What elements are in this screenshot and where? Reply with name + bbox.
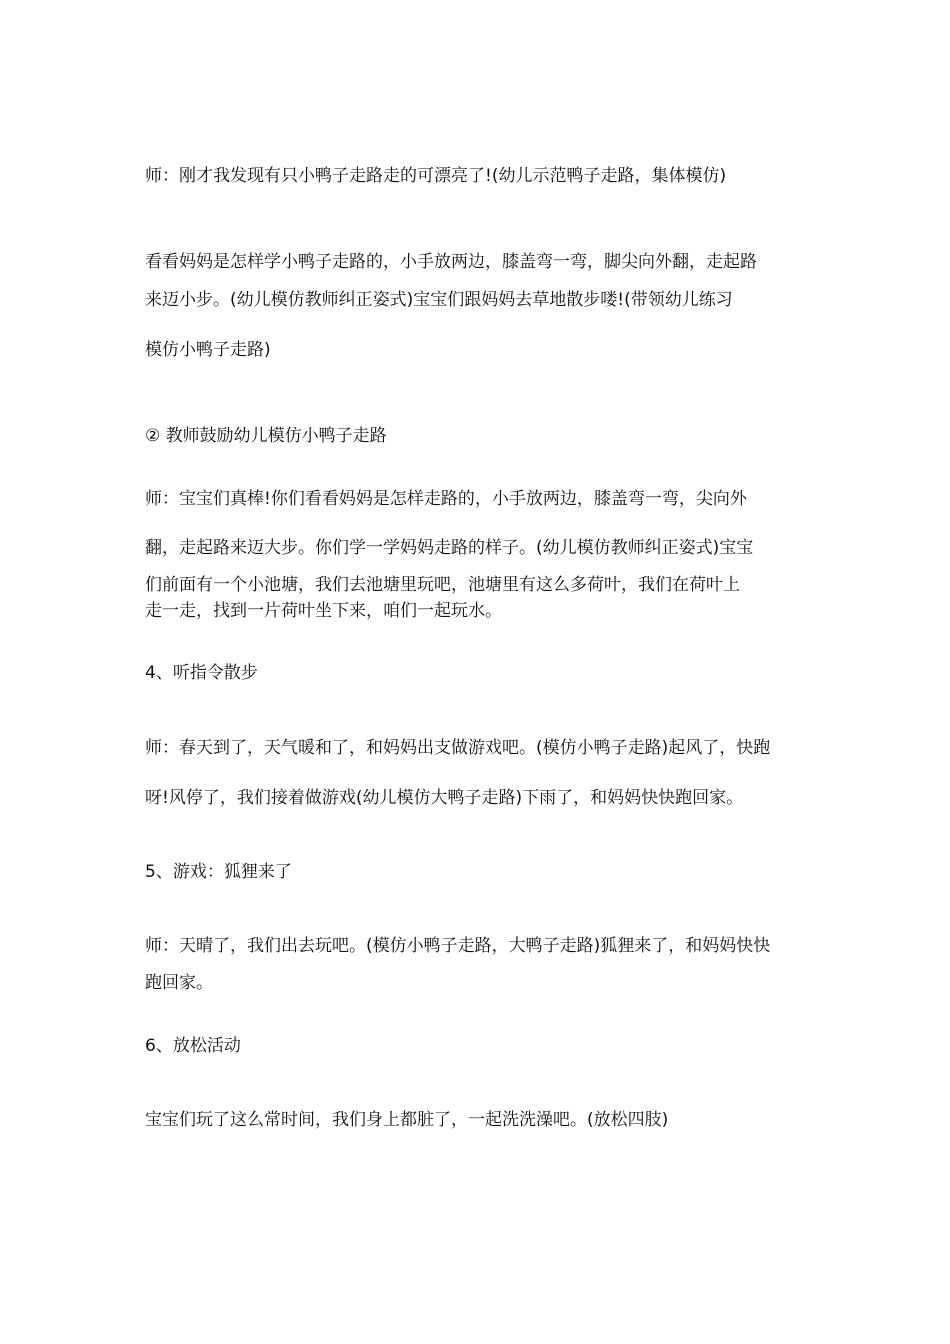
paragraph-line-9: 师：春天到了，天气暖和了，和妈妈出支做游戏吧。(模仿小鸭子走路)起风了，快跑 — [145, 738, 771, 758]
paragraph-line-1: 师：刚才我发现有只小鸭子走路走的可漂亮了!(幼儿示范鸭子走路，集体模仿) — [145, 166, 727, 186]
paragraph-line-13: 宝宝们玩了这么常时间，我们身上都脏了，一起洗洗澡吧。(放松四肢) — [145, 1110, 669, 1130]
paragraph-line-8: 走一走，找到一片荷叶坐下来，咱们一起玩水。 — [145, 601, 502, 621]
paragraph-line-11: 师：天晴了，我们出去玩吧。(模仿小鸭子走路，大鸭子走路)狐狸来了，和妈妈快快 — [145, 936, 771, 956]
section-heading-6: 6、放松活动 — [145, 1036, 241, 1056]
section-heading-2: ② 教师鼓励幼儿模仿小鸭子走路 — [145, 426, 387, 446]
section-heading-5: 5、游戏：狐狸来了 — [145, 862, 292, 882]
paragraph-line-3: 来迈小步。(幼儿模仿教师纠正姿式)宝宝们跟妈妈去草地散步喽!(带领幼儿练习 — [145, 290, 733, 310]
paragraph-line-2: 看看妈妈是怎样学小鸭子走路的，小手放两边，膝盖弯一弯，脚尖向外翻，走起路 — [145, 252, 757, 272]
paragraph-line-10: 呀!风停了，我们接着做游戏(幼儿模仿大鸭子走路)下雨了，和妈妈快快跑回家。 — [145, 788, 744, 808]
paragraph-line-7: 们前面有一个小池塘，我们去池塘里玩吧，池塘里有这么多荷叶，我们在荷叶上 — [145, 575, 740, 595]
section-heading-4: 4、听指令散步 — [145, 663, 258, 683]
paragraph-line-5: 师：宝宝们真棒!你们看看妈妈是怎样走路的，小手放两边，膝盖弯一弯，尖向外 — [145, 489, 747, 509]
paragraph-line-6: 翻，走起路来迈大步。你们学一学妈妈走路的样子。(幼儿模仿教师纠正姿式)宝宝 — [145, 538, 754, 558]
paragraph-line-12: 跑回家。 — [145, 973, 213, 993]
paragraph-line-4: 模仿小鸭子走路) — [145, 340, 271, 360]
